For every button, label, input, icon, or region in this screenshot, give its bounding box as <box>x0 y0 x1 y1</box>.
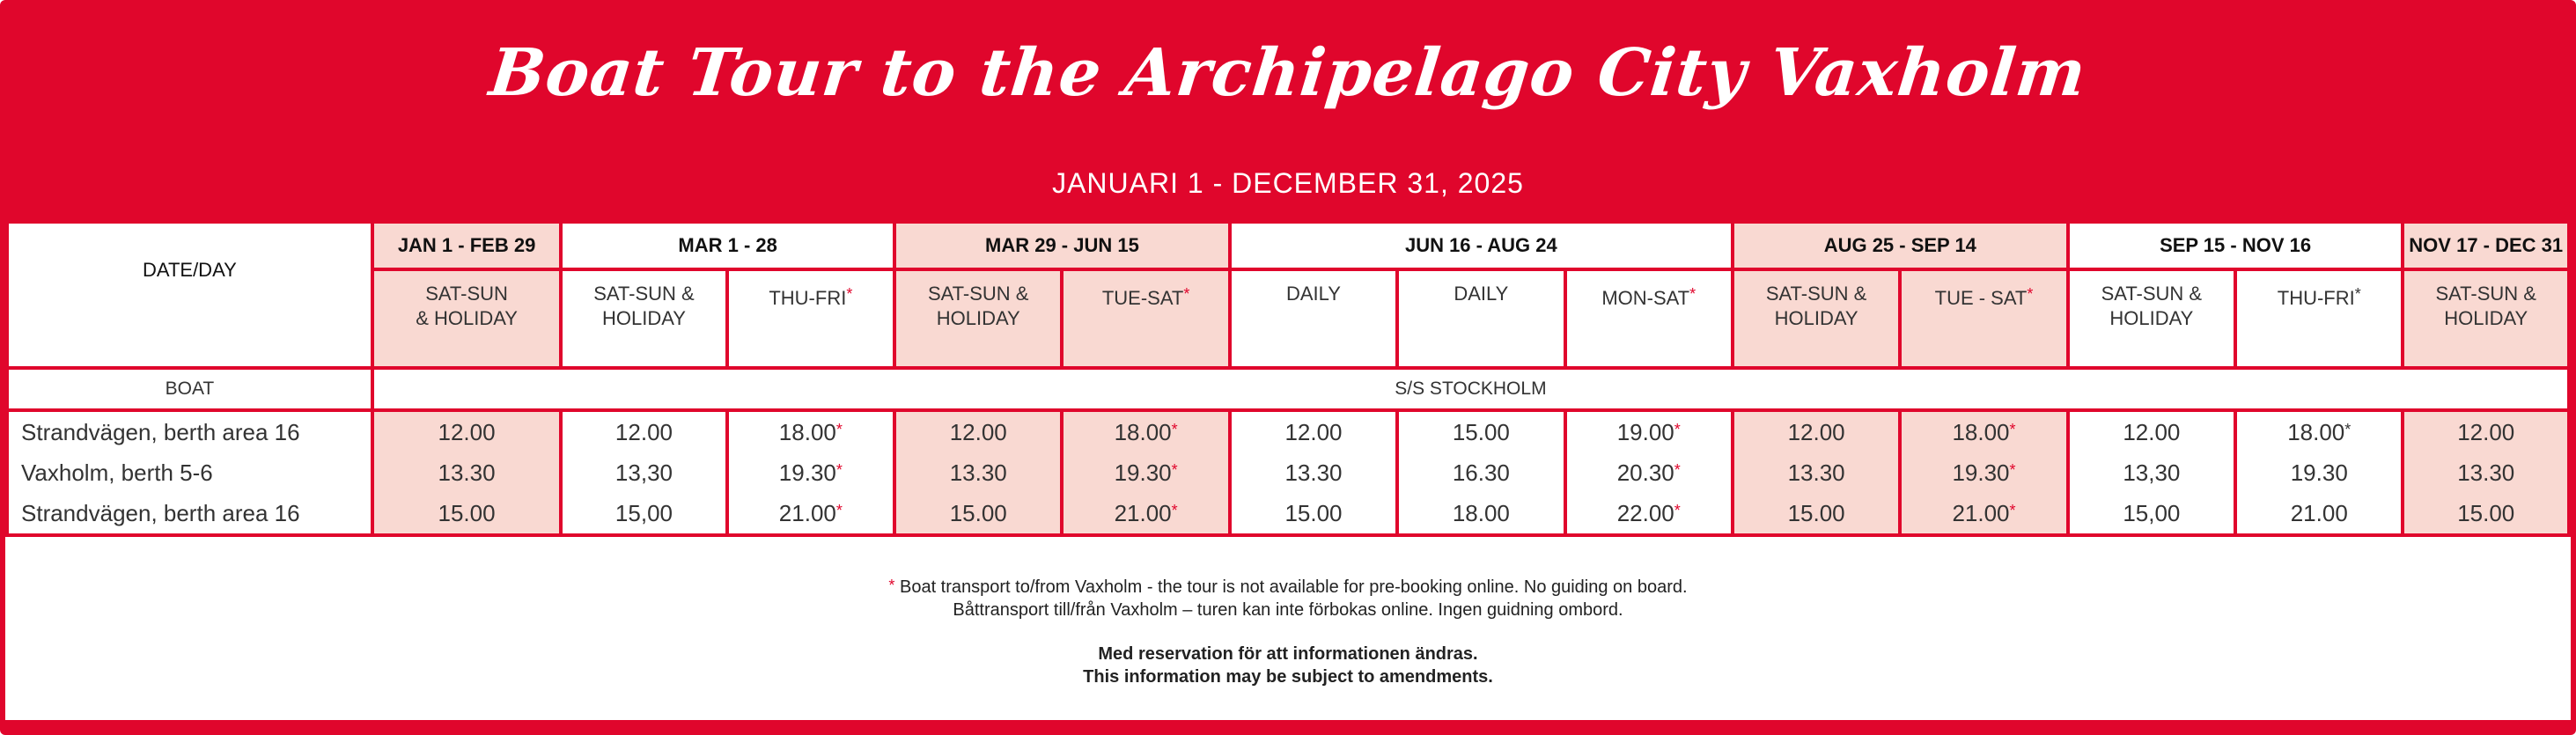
time-cell: 19.00* <box>1565 410 1733 452</box>
page-title: Boat Tour to the Archipelago City Vaxholm <box>486 35 2090 111</box>
time-cell: 15.00 <box>1397 410 1564 452</box>
time-cell: 12.00 <box>1733 410 1900 452</box>
time-cell: 15.00 <box>1733 493 1900 535</box>
day-cell: TUE - SAT* <box>1900 269 2067 368</box>
time-cell: 20.30* <box>1565 452 1733 493</box>
period-header: SEP 15 - NOV 16 <box>2068 222 2403 269</box>
day-cell: SAT-SUN & HOLIDAY <box>894 269 1062 368</box>
stop-name: Vaxholm, berth 5-6 <box>7 452 372 493</box>
footer-notes <box>5 537 2571 720</box>
time-cell: 13,30 <box>561 452 726 493</box>
period-header: AUG 25 - SEP 14 <box>1733 222 2068 269</box>
stop-name: Strandvägen, berth area 16 <box>7 493 372 535</box>
reservation-english: This information may be subject to amendments. <box>1083 667 1493 687</box>
day-cell: THU-FRI* <box>2235 269 2403 368</box>
time-cell: 18.00 <box>1397 493 1564 535</box>
day-header-row <box>7 269 2569 368</box>
day-cell: SAT-SUN & HOLIDAY <box>372 269 561 368</box>
footnote-english: * Boat transport to/from Vaxholm - the tour is not available for pre-booking online. No guiding on board. <box>888 577 1688 597</box>
time-cell: 21.00* <box>727 493 894 535</box>
time-cell: 15,00 <box>561 493 726 535</box>
reservation-swedish: Med reservation för att informationen ändras. <box>1098 644 1478 664</box>
time-cell: 12.00 <box>894 410 1062 452</box>
day-cell: THU-FRI* <box>727 269 894 368</box>
time-cell: 18.00* <box>727 410 894 452</box>
time-cell: 12.00 <box>2403 410 2569 452</box>
boat-label: BOAT <box>7 368 372 410</box>
time-cell: 21.00* <box>1062 493 1229 535</box>
amendment-notice <box>5 643 2571 688</box>
footnote-swedish: Båttransport till/från Vaxholm – turen kan inte förbokas online. Ingen guidning ombord. <box>953 600 1623 620</box>
date-range-subtitle: JANUARI 1 - DECEMBER 31, 2025 <box>1052 167 1524 199</box>
time-cell: 19.30 <box>2235 452 2403 493</box>
timetable <box>5 220 2571 537</box>
boat-row <box>7 368 2569 410</box>
time-cell: 22.00* <box>1565 493 1733 535</box>
footnote <box>5 574 2571 621</box>
time-cell: 12.00 <box>372 410 561 452</box>
boat-name: S/S STOCKHOLM <box>372 368 2569 410</box>
time-cell: 21.00 <box>2235 493 2403 535</box>
time-cell: 15,00 <box>2068 493 2235 535</box>
time-cell: 18.00* <box>2235 410 2403 452</box>
header <box>5 0 2571 220</box>
day-cell: DAILY <box>1230 269 1397 368</box>
day-cell: MON-SAT* <box>1565 269 1733 368</box>
time-cell: 13.30 <box>894 452 1062 493</box>
time-cell: 19.30* <box>1900 452 2067 493</box>
time-cell: 13.30 <box>372 452 561 493</box>
day-cell: DAILY <box>1397 269 1564 368</box>
time-cell: 15.00 <box>1230 493 1397 535</box>
time-cell: 21.00* <box>1900 493 2067 535</box>
time-cell: 16.30 <box>1397 452 1564 493</box>
period-header: MAR 29 - JUN 15 <box>894 222 1230 269</box>
time-cell: 13.30 <box>1733 452 1900 493</box>
time-cell: 19.30* <box>1062 452 1229 493</box>
period-header: NOV 17 - DEC 31 <box>2403 222 2569 269</box>
date-day-label: DATE/DAY <box>7 222 372 368</box>
period-header: JUN 16 - AUG 24 <box>1230 222 1733 269</box>
time-cell: 13.30 <box>1230 452 1397 493</box>
table-row <box>7 452 2569 493</box>
time-cell: 19.30* <box>727 452 894 493</box>
time-cell: 18.00* <box>1062 410 1229 452</box>
day-cell: SAT-SUN & HOLIDAY <box>2403 269 2569 368</box>
stop-name: Strandvägen, berth area 16 <box>7 410 372 452</box>
table-row <box>7 493 2569 535</box>
time-cell: 12.00 <box>2068 410 2235 452</box>
day-cell: SAT-SUN & HOLIDAY <box>1733 269 1900 368</box>
time-cell: 18.00* <box>1900 410 2067 452</box>
period-header: MAR 1 - 28 <box>561 222 894 269</box>
period-header: JAN 1 - FEB 29 <box>372 222 561 269</box>
period-header-row <box>7 222 2569 269</box>
time-cell: 13.30 <box>2403 452 2569 493</box>
time-cell: 13,30 <box>2068 452 2235 493</box>
time-cell: 15.00 <box>894 493 1062 535</box>
time-cell: 15.00 <box>2403 493 2569 535</box>
time-cell: 12.00 <box>561 410 726 452</box>
day-cell: SAT-SUN & HOLIDAY <box>561 269 726 368</box>
day-cell: TUE-SAT* <box>1062 269 1229 368</box>
table-row <box>7 410 2569 452</box>
day-cell: SAT-SUN & HOLIDAY <box>2068 269 2235 368</box>
time-cell: 15.00 <box>372 493 561 535</box>
time-cell: 12.00 <box>1230 410 1397 452</box>
